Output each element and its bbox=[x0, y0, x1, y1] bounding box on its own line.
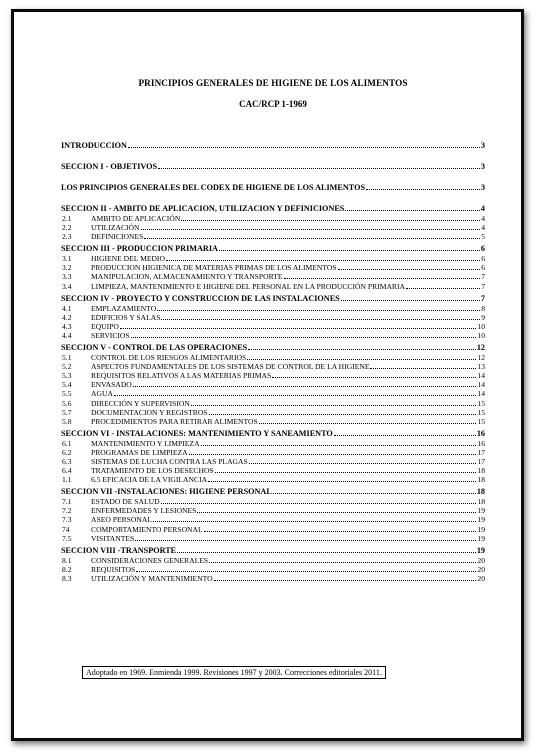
toc-page-number: 19 bbox=[476, 545, 485, 555]
document-body bbox=[61, 78, 485, 583]
toc-subsection-entry bbox=[61, 223, 485, 232]
toc-entry-label: PROGRAMAS DE LIMPIEZA bbox=[91, 447, 188, 457]
toc-entry-label: SECCION II - AMBITO DE APLICACION, UTILIZACION Y DEFINICIONES bbox=[61, 204, 345, 213]
toc-entry-label: REQUISITOS bbox=[91, 564, 136, 574]
toc-page-number: 15 bbox=[477, 407, 485, 417]
toc-entry-number: 5.6 bbox=[62, 398, 72, 408]
toc-dot-leader bbox=[120, 322, 477, 329]
toc-subsection-entry bbox=[61, 322, 485, 331]
toc-subsection-entry bbox=[61, 457, 485, 466]
toc-subsection-entry bbox=[61, 254, 485, 263]
toc-page-number: 14 bbox=[477, 380, 485, 390]
toc-dot-leader bbox=[338, 263, 481, 270]
toc-entry-number: 4.4 bbox=[62, 330, 72, 340]
toc-entry-label: SECCION III - PRODUCCION PRIMARIA bbox=[61, 244, 218, 254]
toc-entry-label: MANTENIMIENTO Y LIMPIEZA bbox=[91, 438, 200, 448]
toc-entry-number: 3.3 bbox=[62, 272, 72, 282]
toc-dot-leader bbox=[273, 487, 476, 494]
toc-subsection-entry bbox=[61, 556, 485, 565]
toc-entry-label: CONTROL DE LOS RIESGOS ALIMENTARIOS bbox=[91, 353, 247, 363]
toc-spacer bbox=[61, 172, 485, 183]
toc-dot-leader bbox=[158, 162, 480, 169]
toc-dot-leader bbox=[131, 331, 477, 338]
toc-entry-number: 7.5 bbox=[62, 533, 72, 543]
toc-dot-leader bbox=[259, 417, 477, 424]
toc-dot-leader bbox=[247, 353, 476, 360]
toc-dot-leader bbox=[209, 556, 476, 563]
toc-subsection-entry bbox=[61, 417, 485, 426]
toc-dot-leader bbox=[204, 525, 477, 532]
toc-subsection-entry bbox=[61, 380, 485, 389]
toc-entry-number: 5.5 bbox=[62, 389, 72, 399]
toc-entry-label: ESTADO DE SALUD bbox=[91, 497, 160, 507]
toc-entry-number: 6.1 bbox=[62, 438, 72, 448]
toc-page-number: 16 bbox=[477, 438, 485, 448]
toc-page-number: 19 bbox=[477, 533, 485, 543]
toc-dot-leader bbox=[114, 389, 476, 396]
toc-page-number: 18 bbox=[477, 466, 485, 476]
document-page bbox=[11, 9, 524, 741]
toc-page-number: 17 bbox=[477, 447, 485, 457]
toc-dot-leader bbox=[334, 429, 476, 436]
toc-spacer bbox=[61, 193, 485, 204]
toc-entry-number: 5.7 bbox=[62, 407, 72, 417]
toc-subsection-entry bbox=[61, 525, 485, 534]
toc-dot-leader bbox=[341, 294, 480, 301]
toc-page-number: 8 bbox=[481, 303, 485, 313]
toc-page-number: 3 bbox=[480, 141, 485, 150]
toc-dot-leader bbox=[161, 497, 477, 504]
toc-dot-leader bbox=[166, 254, 480, 261]
toc-page-number: 20 bbox=[477, 573, 485, 583]
toc-dot-leader bbox=[144, 232, 480, 239]
toc-subsection-entry bbox=[61, 497, 485, 506]
toc-section-entry bbox=[61, 429, 485, 439]
table-of-contents bbox=[61, 141, 485, 583]
toc-dot-leader bbox=[284, 272, 481, 279]
toc-page-number: 15 bbox=[477, 398, 485, 408]
toc-entry-number: 8.3 bbox=[62, 573, 72, 583]
toc-dot-leader bbox=[209, 408, 477, 415]
toc-entry-label: SECCION V - CONTROL DE LAS OPERACIONES bbox=[61, 343, 248, 353]
toc-dot-leader bbox=[136, 565, 476, 572]
toc-section-entry bbox=[61, 162, 485, 172]
toc-entry-label: UTILIZACIÓN Y MANTENIMIENTO bbox=[91, 573, 213, 583]
toc-page-number: 4 bbox=[481, 214, 485, 223]
toc-entry-number: 6.2 bbox=[62, 447, 72, 457]
toc-page-number: 17 bbox=[477, 456, 485, 466]
toc-subsection-entry bbox=[61, 475, 485, 484]
toc-dot-leader bbox=[215, 466, 477, 473]
toc-page-number: 19 bbox=[477, 515, 485, 525]
toc-entry-label: ASEO PERSONAL bbox=[91, 515, 152, 525]
toc-page-number: 15 bbox=[477, 416, 485, 426]
toc-dot-leader bbox=[345, 204, 480, 211]
toc-entry-label: SECCION VIII -TRANSPORTE bbox=[61, 545, 177, 555]
toc-entry-label: LIMPIEZA, MANTENIMIENTO E HIGIENE DEL PERSONAL EN LA PRODUCCIÓN PRIMARIA bbox=[91, 281, 406, 291]
toc-page-number: 7 bbox=[481, 281, 485, 291]
toc-page-number: 10 bbox=[477, 330, 485, 340]
toc-entry-label: HIGIENE DEL MEDIO bbox=[91, 254, 165, 264]
toc-subsection-entry bbox=[61, 353, 485, 362]
document-title: PRINCIPIOS GENERALES DE HIGIENE DE LOS ALIMENTOS bbox=[138, 78, 408, 88]
toc-section-entry bbox=[61, 294, 485, 304]
toc-page-number: 20 bbox=[477, 564, 485, 574]
document-code: CAC/RCP 1-1969 bbox=[239, 99, 307, 109]
toc-page-number: 18 bbox=[477, 475, 485, 485]
toc-entry-label: SECCION IV - PROYECTO Y CONSTRUCCION DE LAS INSTALACIONES bbox=[61, 293, 340, 303]
toc-subsection-entry bbox=[61, 466, 485, 475]
toc-section-entry bbox=[61, 487, 485, 497]
toc-subsection-entry bbox=[61, 439, 485, 448]
toc-dot-leader bbox=[177, 546, 476, 553]
toc-page-number: 14 bbox=[477, 371, 485, 381]
toc-page-number: 7 bbox=[481, 272, 485, 282]
toc-section-entry bbox=[61, 204, 485, 214]
toc-entry-label: TRATAMIENTO DE LOS DESECHOS bbox=[91, 466, 214, 476]
toc-page-number: 9 bbox=[481, 312, 485, 322]
toc-entry-label: ASPECTOS FUNDAMENTALES DE LOS SISTEMAS DE CONTROL DE LA HIGIENE bbox=[91, 362, 370, 372]
toc-entry-label: INTRODUCCION bbox=[61, 141, 127, 150]
toc-subsection-entry bbox=[61, 399, 485, 408]
toc-entry-number: 6.3 bbox=[62, 456, 72, 466]
toc-entry-number: 5.2 bbox=[62, 362, 72, 372]
toc-entry-number: 5.1 bbox=[62, 353, 72, 363]
toc-entry-number: 74 bbox=[62, 524, 70, 534]
toc-entry-number: 4.2 bbox=[62, 312, 72, 322]
toc-dot-leader bbox=[157, 304, 480, 311]
toc-entry-number: 3.4 bbox=[62, 281, 72, 291]
toc-entry-label: EQUIPO bbox=[91, 321, 119, 331]
toc-dot-leader bbox=[272, 371, 476, 378]
toc-page-number: 6 bbox=[480, 244, 485, 254]
toc-entry-number: 2.3 bbox=[62, 232, 72, 242]
toc-subsection-entry bbox=[61, 371, 485, 380]
toc-page-number: 3 bbox=[480, 183, 485, 192]
toc-entry-label: DOCUMENTACION Y REGISTROS bbox=[91, 407, 208, 417]
toc-dot-leader bbox=[197, 506, 476, 513]
toc-entry-label: COMPORTAMIENTO PERSONAL bbox=[91, 524, 203, 534]
toc-section-entry bbox=[61, 546, 485, 556]
toc-spacer bbox=[61, 151, 485, 162]
toc-dot-leader bbox=[249, 457, 477, 464]
toc-subsection-entry bbox=[61, 408, 485, 417]
toc-entry-number: 7.1 bbox=[62, 497, 72, 507]
toc-page-number: 19 bbox=[477, 524, 485, 534]
toc-dot-leader bbox=[191, 399, 477, 406]
toc-dot-leader bbox=[161, 313, 480, 320]
toc-entry-label: SECCION VII -INSTALACIONES: HIGIENE PERSONAL bbox=[61, 487, 272, 497]
toc-subsection-entry bbox=[61, 362, 485, 371]
toc-section-entry bbox=[61, 343, 485, 353]
toc-page-number: 14 bbox=[477, 389, 485, 399]
toc-entry-number: 4.3 bbox=[62, 321, 72, 331]
toc-entry-label: VISITANTES bbox=[91, 533, 135, 543]
toc-subsection-entry bbox=[61, 389, 485, 398]
toc-page-number: 20 bbox=[477, 555, 485, 565]
toc-subsection-entry bbox=[61, 263, 485, 272]
toc-subsection-entry bbox=[61, 214, 485, 223]
toc-entry-label: UTILIZACIÓN bbox=[91, 223, 140, 233]
toc-page-number: 6 bbox=[481, 254, 485, 264]
toc-entry-number: 4.1 bbox=[62, 303, 72, 313]
toc-entry-number: 5.4 bbox=[62, 380, 72, 390]
toc-entry-label: REQUISITOS RELATIVOS A LAS MATERIAS PRIMAS bbox=[91, 371, 272, 381]
toc-entry-label: 6.5 EFICACIA DE LA VIGILANCIA bbox=[91, 475, 208, 485]
toc-dot-leader bbox=[219, 244, 480, 251]
toc-dot-leader bbox=[141, 223, 481, 230]
toc-dot-leader bbox=[406, 282, 480, 289]
toc-entry-label: SERVICIOS bbox=[91, 330, 130, 340]
toc-dot-leader bbox=[201, 439, 477, 446]
toc-entry-label: PROCEDIMIENTOS PARA RETIRAR ALIMENTOS bbox=[91, 416, 258, 426]
toc-page-number: 12 bbox=[476, 343, 485, 353]
toc-entry-label: EDIFICIOS Y SALAS bbox=[91, 312, 161, 322]
toc-entry-number: 2.2 bbox=[62, 223, 72, 233]
toc-page-number: 12 bbox=[477, 353, 485, 363]
toc-page-number: 3 bbox=[480, 162, 485, 171]
toc-entry-number: 3.2 bbox=[62, 263, 72, 273]
toc-entry-number: 5.3 bbox=[62, 371, 72, 381]
toc-subsection-entry bbox=[61, 232, 485, 241]
toc-section-entry bbox=[61, 183, 485, 193]
toc-dot-leader bbox=[208, 475, 476, 482]
toc-subsection-entry bbox=[61, 506, 485, 515]
toc-entry-number: 8.2 bbox=[62, 564, 72, 574]
toc-entry-label: ENVASADO bbox=[91, 380, 132, 390]
toc-entry-label: ENFERMEDADES Y LESIONES bbox=[91, 506, 197, 516]
toc-entry-label: CONSIDERACIONES GENERALES bbox=[91, 555, 209, 565]
toc-page-number: 6 bbox=[481, 263, 485, 273]
toc-subsection-entry bbox=[61, 565, 485, 574]
toc-dot-leader bbox=[248, 343, 476, 350]
toc-entry-label: PRODUCCION HIGIENICA DE MATERIAS PRIMAS DE LOS ALIMENTOS bbox=[91, 263, 337, 273]
toc-entry-label: AMBITO DE APLICACIÓN bbox=[91, 214, 181, 223]
toc-entry-number: 6.4 bbox=[62, 466, 72, 476]
toc-dot-leader bbox=[153, 515, 476, 522]
toc-entry-label: SECCION VI - INSTALACIONES: MANTENIMIENTO Y SANEAMIENTO bbox=[61, 428, 333, 438]
toc-subsection-entry bbox=[61, 282, 485, 291]
toc-entry-number: 8.1 bbox=[62, 555, 72, 565]
toc-subsection-entry bbox=[61, 272, 485, 281]
toc-page-number: 7 bbox=[480, 293, 485, 303]
toc-entry-label: DIRECCIÓN Y SUPERVISION bbox=[91, 398, 190, 408]
toc-dot-leader bbox=[135, 534, 476, 541]
toc-dot-leader bbox=[189, 448, 477, 455]
toc-entry-label: SECCION I - OBJETIVOS bbox=[61, 162, 158, 171]
toc-dot-leader bbox=[214, 574, 477, 581]
toc-subsection-entry bbox=[61, 448, 485, 457]
toc-page-number: 4 bbox=[481, 223, 485, 233]
adoption-note: Adoptado en 1969. Enmienda 1999. Revisiones 1997 y 2003. Correcciones editoriales 2011. bbox=[82, 666, 386, 679]
toc-subsection-entry bbox=[61, 515, 485, 524]
toc-dot-leader bbox=[181, 214, 480, 221]
toc-entry-number: 2.1 bbox=[62, 214, 72, 223]
toc-section-entry bbox=[61, 244, 485, 254]
toc-section-entry bbox=[61, 141, 485, 151]
toc-entry-number: 5.8 bbox=[62, 416, 72, 426]
toc-page-number: 4 bbox=[480, 204, 485, 213]
toc-page-number: 10 bbox=[477, 321, 485, 331]
toc-dot-leader bbox=[133, 380, 477, 387]
toc-page-number: 16 bbox=[476, 428, 485, 438]
toc-dot-leader bbox=[128, 141, 480, 148]
toc-entry-label: EMPLAZAMIENTO bbox=[91, 303, 157, 313]
toc-page-number: 5 bbox=[481, 232, 485, 242]
toc-page-number: 18 bbox=[477, 497, 485, 507]
toc-entry-label: MANIPULACION, ALMACENAMIENTO Y TRANSPORTE bbox=[91, 272, 283, 282]
toc-page-number: 18 bbox=[476, 487, 485, 497]
toc-page-number: 13 bbox=[477, 362, 485, 372]
toc-subsection-entry bbox=[61, 313, 485, 322]
toc-entry-label: LOS PRINCIPIOS GENERALES DEL CODEX DE HIGIENE DE LOS ALIMENTOS bbox=[61, 183, 365, 192]
toc-entry-number: 1.1 bbox=[62, 475, 72, 485]
toc-dot-leader bbox=[370, 362, 476, 369]
toc-subsection-entry bbox=[61, 304, 485, 313]
toc-entry-label: SISTEMAS DE LUCHA CONTRA LAS PLAGAS bbox=[91, 456, 248, 466]
toc-page-number: 19 bbox=[477, 506, 485, 516]
toc-dot-leader bbox=[366, 183, 480, 190]
toc-entry-label: DEFINICIONES bbox=[91, 232, 144, 242]
toc-entry-label: AGUA bbox=[91, 389, 113, 399]
toc-entry-number: 7.3 bbox=[62, 515, 72, 525]
toc-subsection-entry bbox=[61, 331, 485, 340]
toc-subsection-entry bbox=[61, 574, 485, 583]
toc-subsection-entry bbox=[61, 534, 485, 543]
toc-entry-number: 7.2 bbox=[62, 506, 72, 516]
toc-entry-number: 3.1 bbox=[62, 254, 72, 264]
